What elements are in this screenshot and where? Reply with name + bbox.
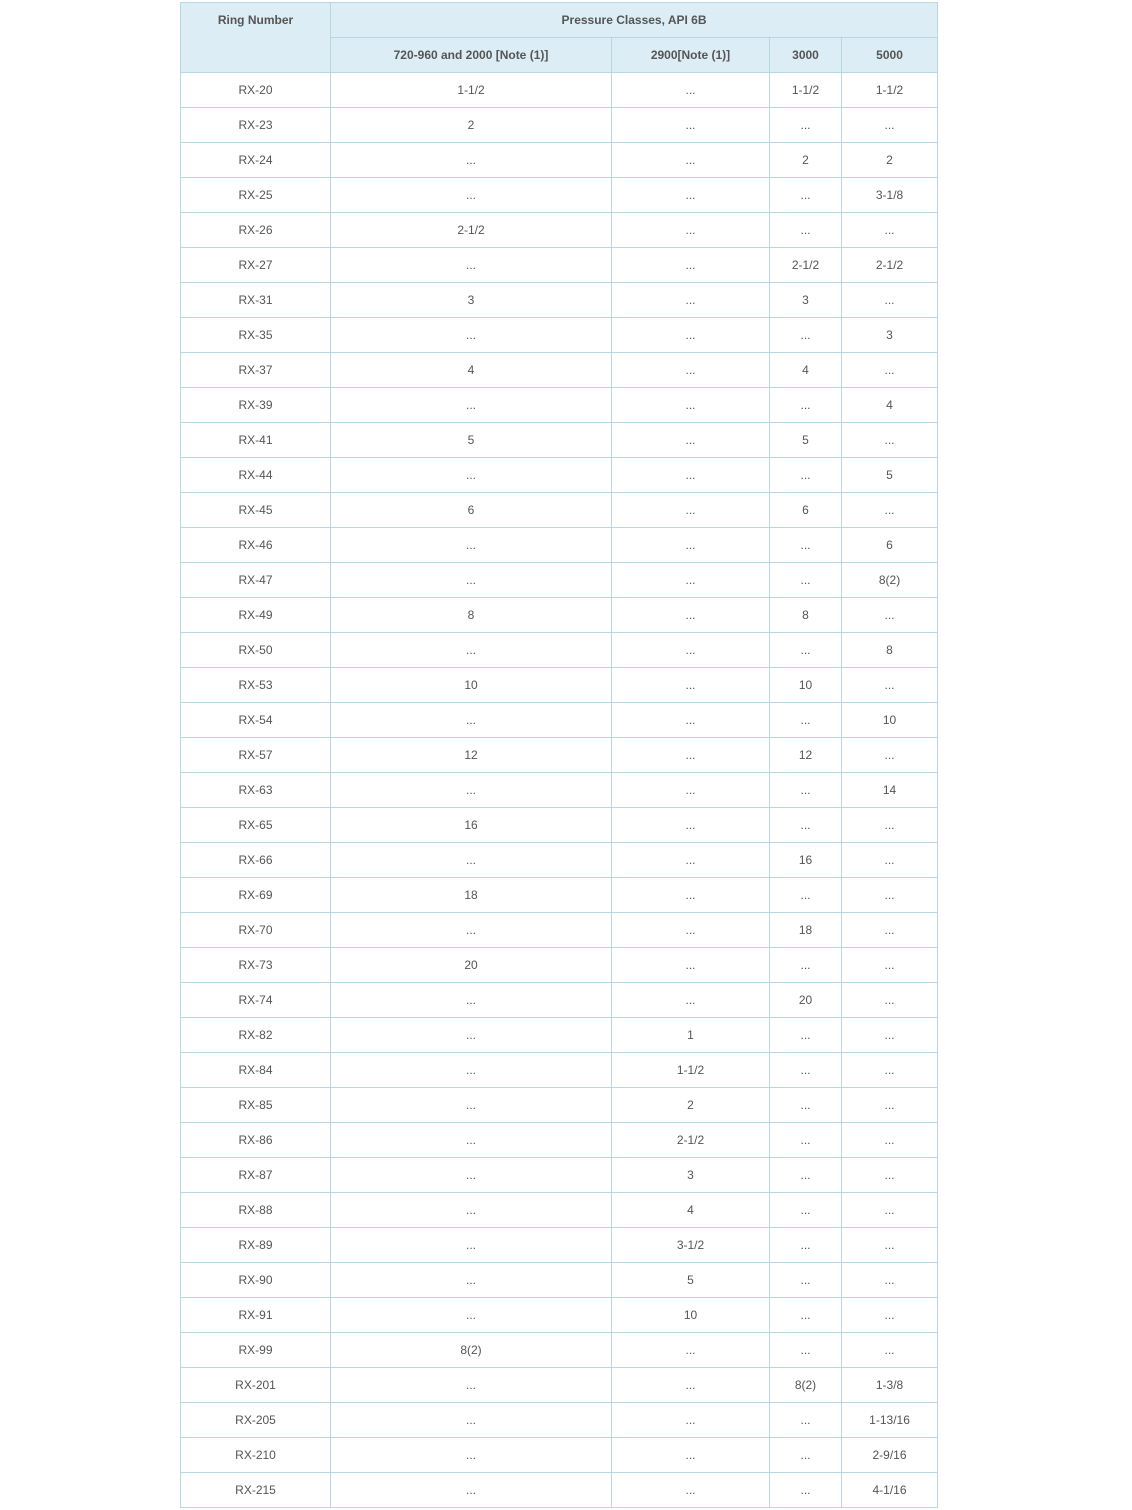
- class-3000-cell: 6: [770, 493, 842, 528]
- class-720-2000-cell: 5: [331, 423, 612, 458]
- ring-number-cell: RX-82: [181, 1018, 331, 1053]
- class-2900-cell: 2-1/2: [612, 1123, 770, 1158]
- table-row: [181, 1403, 938, 1438]
- class-720-2000-cell: 8: [331, 598, 612, 633]
- class-2900-cell: ...: [612, 1333, 770, 1368]
- table-row: [181, 983, 938, 1018]
- class-5000-cell: ...: [842, 1123, 938, 1158]
- class-5000-cell: 2: [842, 143, 938, 178]
- class-720-2000-cell: ...: [331, 1123, 612, 1158]
- ring-number-cell: RX-25: [181, 178, 331, 213]
- class-2900-cell: ...: [612, 878, 770, 913]
- class-720-2000-cell: ...: [331, 773, 612, 808]
- class-720-2000-cell: ...: [331, 1298, 612, 1333]
- table-row: [181, 213, 938, 248]
- class-5000-cell: 4-1/16: [842, 1473, 938, 1508]
- class-720-2000-cell: ...: [331, 1053, 612, 1088]
- class-2900-cell: ...: [612, 598, 770, 633]
- ring-number-cell: RX-88: [181, 1193, 331, 1228]
- class-5000-cell: 6: [842, 528, 938, 563]
- class-720-2000-cell: 1-1/2: [331, 73, 612, 108]
- class-720-2000-cell: ...: [331, 178, 612, 213]
- class-5000-cell: 1-1/2: [842, 73, 938, 108]
- class-3000-cell: ...: [770, 1088, 842, 1123]
- class-2900-cell: ...: [612, 493, 770, 528]
- class-5000-cell: ...: [842, 283, 938, 318]
- class-720-2000-cell: 3: [331, 283, 612, 318]
- table-row: [181, 598, 938, 633]
- class-header-5000: 5000: [842, 38, 938, 73]
- class-5000-cell: 14: [842, 773, 938, 808]
- class-720-2000-cell: ...: [331, 1158, 612, 1193]
- table-row: [181, 388, 938, 423]
- class-2900-cell: ...: [612, 318, 770, 353]
- class-2900-cell: ...: [612, 143, 770, 178]
- ring-number-cell: RX-215: [181, 1473, 331, 1508]
- class-2900-cell: ...: [612, 1473, 770, 1508]
- class-720-2000-cell: ...: [331, 1193, 612, 1228]
- ring-number-cell: RX-54: [181, 703, 331, 738]
- ring-number-cell: RX-35: [181, 318, 331, 353]
- class-5000-cell: 8: [842, 633, 938, 668]
- class-720-2000-cell: ...: [331, 388, 612, 423]
- class-5000-cell: ...: [842, 1018, 938, 1053]
- class-3000-cell: 8(2): [770, 1368, 842, 1403]
- class-2900-cell: ...: [612, 388, 770, 423]
- table-row: [181, 773, 938, 808]
- class-5000-cell: ...: [842, 738, 938, 773]
- ring-number-cell: RX-44: [181, 458, 331, 493]
- class-720-2000-cell: ...: [331, 458, 612, 493]
- table-row: [181, 808, 938, 843]
- class-3000-cell: ...: [770, 1158, 842, 1193]
- class-5000-cell: ...: [842, 493, 938, 528]
- class-5000-cell: 8(2): [842, 563, 938, 598]
- ring-number-cell: RX-50: [181, 633, 331, 668]
- table-row: [181, 1298, 938, 1333]
- class-720-2000-cell: ...: [331, 1438, 612, 1473]
- class-3000-cell: 2: [770, 143, 842, 178]
- class-2900-cell: ...: [612, 178, 770, 213]
- table-row: [181, 1263, 938, 1298]
- class-5000-cell: ...: [842, 1088, 938, 1123]
- class-5000-cell: 1-13/16: [842, 1403, 938, 1438]
- class-720-2000-cell: 2: [331, 108, 612, 143]
- class-3000-cell: 18: [770, 913, 842, 948]
- ring-number-cell: RX-86: [181, 1123, 331, 1158]
- table-row: [181, 633, 938, 668]
- class-720-2000-cell: ...: [331, 1228, 612, 1263]
- class-3000-cell: ...: [770, 1018, 842, 1053]
- table-row: [181, 843, 938, 878]
- class-3000-cell: 3: [770, 283, 842, 318]
- class-2900-cell: ...: [612, 528, 770, 563]
- ring-number-cell: RX-26: [181, 213, 331, 248]
- table-row: [181, 283, 938, 318]
- ring-number-cell: RX-99: [181, 1333, 331, 1368]
- class-720-2000-cell: ...: [331, 1403, 612, 1438]
- class-3000-cell: ...: [770, 528, 842, 563]
- class-5000-cell: ...: [842, 913, 938, 948]
- class-720-2000-cell: 16: [331, 808, 612, 843]
- class-2900-cell: ...: [612, 563, 770, 598]
- ring-number-cell: RX-210: [181, 1438, 331, 1473]
- class-720-2000-cell: ...: [331, 843, 612, 878]
- class-3000-cell: 8: [770, 598, 842, 633]
- class-3000-cell: ...: [770, 388, 842, 423]
- class-5000-cell: ...: [842, 1333, 938, 1368]
- ring-number-cell: RX-89: [181, 1228, 331, 1263]
- class-720-2000-cell: ...: [331, 1263, 612, 1298]
- table-row: [181, 493, 938, 528]
- table-row: [181, 1053, 938, 1088]
- table-row: [181, 1123, 938, 1158]
- class-5000-cell: ...: [842, 808, 938, 843]
- class-2900-cell: 3-1/2: [612, 1228, 770, 1263]
- ring-number-cell: RX-31: [181, 283, 331, 318]
- class-2900-cell: 4: [612, 1193, 770, 1228]
- class-5000-cell: 2-9/16: [842, 1438, 938, 1473]
- table-row: [181, 353, 938, 388]
- ring-number-cell: RX-46: [181, 528, 331, 563]
- ring-number-cell: RX-57: [181, 738, 331, 773]
- class-720-2000-cell: ...: [331, 1088, 612, 1123]
- class-3000-cell: ...: [770, 1123, 842, 1158]
- class-5000-cell: ...: [842, 1263, 938, 1298]
- table-body: [181, 73, 938, 1508]
- ring-number-cell: RX-69: [181, 878, 331, 913]
- class-5000-cell: ...: [842, 1193, 938, 1228]
- class-2900-cell: 3: [612, 1158, 770, 1193]
- table-row: [181, 318, 938, 353]
- class-5000-cell: ...: [842, 1158, 938, 1193]
- ring-number-cell: RX-47: [181, 563, 331, 598]
- class-3000-cell: 2-1/2: [770, 248, 842, 283]
- ring-number-cell: RX-39: [181, 388, 331, 423]
- class-3000-cell: ...: [770, 318, 842, 353]
- table-row: [181, 703, 938, 738]
- class-header-2900: 2900[Note (1)]: [612, 38, 770, 73]
- class-3000-cell: ...: [770, 1193, 842, 1228]
- table-row: [181, 563, 938, 598]
- class-2900-cell: ...: [612, 633, 770, 668]
- class-2900-cell: ...: [612, 213, 770, 248]
- table-row: [181, 423, 938, 458]
- header-row-group: [181, 3, 938, 38]
- table-row: [181, 1228, 938, 1263]
- ring-number-cell: RX-37: [181, 353, 331, 388]
- table-row: [181, 1088, 938, 1123]
- ring-number-cell: RX-66: [181, 843, 331, 878]
- class-5000-cell: ...: [842, 1053, 938, 1088]
- class-3000-cell: 20: [770, 983, 842, 1018]
- class-5000-cell: ...: [842, 668, 938, 703]
- ring-number-cell: RX-41: [181, 423, 331, 458]
- ring-number-cell: RX-87: [181, 1158, 331, 1193]
- class-header-720-2000: 720-960 and 2000 [Note (1)]: [331, 38, 612, 73]
- class-5000-cell: 3-1/8: [842, 178, 938, 213]
- class-720-2000-cell: ...: [331, 1018, 612, 1053]
- class-720-2000-cell: 20: [331, 948, 612, 983]
- class-5000-cell: ...: [842, 878, 938, 913]
- class-3000-cell: ...: [770, 1473, 842, 1508]
- class-5000-cell: ...: [842, 983, 938, 1018]
- ring-number-cell: RX-85: [181, 1088, 331, 1123]
- class-5000-cell: ...: [842, 423, 938, 458]
- class-2900-cell: ...: [612, 353, 770, 388]
- class-2900-cell: ...: [612, 1368, 770, 1403]
- class-2900-cell: 2: [612, 1088, 770, 1123]
- table-row: [181, 738, 938, 773]
- ring-number-cell: RX-27: [181, 248, 331, 283]
- class-720-2000-cell: 4: [331, 353, 612, 388]
- ring-number-cell: RX-53: [181, 668, 331, 703]
- class-5000-cell: 4: [842, 388, 938, 423]
- table-row: [181, 248, 938, 283]
- class-720-2000-cell: ...: [331, 1473, 612, 1508]
- class-720-2000-cell: 8(2): [331, 1333, 612, 1368]
- ring-number-cell: RX-45: [181, 493, 331, 528]
- class-2900-cell: ...: [612, 983, 770, 1018]
- class-720-2000-cell: ...: [331, 1368, 612, 1403]
- table-row: [181, 108, 938, 143]
- class-3000-cell: ...: [770, 1438, 842, 1473]
- class-5000-cell: 5: [842, 458, 938, 493]
- class-720-2000-cell: ...: [331, 983, 612, 1018]
- class-5000-cell: ...: [842, 948, 938, 983]
- class-3000-cell: ...: [770, 1403, 842, 1438]
- table-row: [181, 1193, 938, 1228]
- class-3000-cell: ...: [770, 808, 842, 843]
- class-2900-cell: ...: [612, 843, 770, 878]
- class-720-2000-cell: 10: [331, 668, 612, 703]
- class-5000-cell: ...: [842, 843, 938, 878]
- class-5000-cell: ...: [842, 353, 938, 388]
- class-3000-cell: 12: [770, 738, 842, 773]
- table-row: [181, 1438, 938, 1473]
- class-3000-cell: ...: [770, 108, 842, 143]
- class-5000-cell: ...: [842, 1228, 938, 1263]
- ring-number-cell: RX-73: [181, 948, 331, 983]
- class-2900-cell: ...: [612, 423, 770, 458]
- table-row: [181, 178, 938, 213]
- table-row: [181, 878, 938, 913]
- class-3000-cell: 4: [770, 353, 842, 388]
- class-720-2000-cell: ...: [331, 703, 612, 738]
- class-3000-cell: ...: [770, 1263, 842, 1298]
- class-2900-cell: ...: [612, 248, 770, 283]
- class-720-2000-cell: 6: [331, 493, 612, 528]
- ring-number-cell: RX-70: [181, 913, 331, 948]
- class-2900-cell: ...: [612, 808, 770, 843]
- ring-number-cell: RX-205: [181, 1403, 331, 1438]
- class-3000-cell: 10: [770, 668, 842, 703]
- class-720-2000-cell: ...: [331, 913, 612, 948]
- ring-number-cell: RX-74: [181, 983, 331, 1018]
- class-2900-cell: 1: [612, 1018, 770, 1053]
- table-row: [181, 1333, 938, 1368]
- class-720-2000-cell: 2-1/2: [331, 213, 612, 248]
- class-2900-cell: ...: [612, 1438, 770, 1473]
- ring-number-cell: RX-84: [181, 1053, 331, 1088]
- table-row: [181, 143, 938, 178]
- class-3000-cell: 16: [770, 843, 842, 878]
- table-row: [181, 948, 938, 983]
- class-2900-cell: 5: [612, 1263, 770, 1298]
- pressure-classes-header: Pressure Classes, API 6B: [331, 3, 938, 38]
- class-3000-cell: ...: [770, 563, 842, 598]
- class-720-2000-cell: ...: [331, 563, 612, 598]
- class-2900-cell: ...: [612, 283, 770, 318]
- class-3000-cell: ...: [770, 878, 842, 913]
- table-header: [181, 3, 938, 73]
- class-3000-cell: 5: [770, 423, 842, 458]
- class-720-2000-cell: ...: [331, 248, 612, 283]
- table-row: [181, 1158, 938, 1193]
- ring-table: [180, 2, 938, 1508]
- table-row: [181, 913, 938, 948]
- class-3000-cell: ...: [770, 703, 842, 738]
- table-row: [181, 668, 938, 703]
- class-5000-cell: 10: [842, 703, 938, 738]
- class-3000-cell: ...: [770, 213, 842, 248]
- class-2900-cell: ...: [612, 73, 770, 108]
- class-720-2000-cell: ...: [331, 318, 612, 353]
- ring-number-cell: RX-49: [181, 598, 331, 633]
- table-row: [181, 528, 938, 563]
- class-2900-cell: ...: [612, 668, 770, 703]
- ring-number-cell: RX-91: [181, 1298, 331, 1333]
- class-3000-cell: ...: [770, 1298, 842, 1333]
- class-2900-cell: ...: [612, 108, 770, 143]
- table-row: [181, 1018, 938, 1053]
- class-5000-cell: ...: [842, 1298, 938, 1333]
- table-row: [181, 1473, 938, 1508]
- class-header-3000: 3000: [770, 38, 842, 73]
- class-5000-cell: 1-3/8: [842, 1368, 938, 1403]
- class-5000-cell: 3: [842, 318, 938, 353]
- class-720-2000-cell: ...: [331, 143, 612, 178]
- class-2900-cell: ...: [612, 458, 770, 493]
- class-3000-cell: ...: [770, 1333, 842, 1368]
- class-720-2000-cell: ...: [331, 528, 612, 563]
- table-row: [181, 1368, 938, 1403]
- class-5000-cell: ...: [842, 598, 938, 633]
- class-720-2000-cell: ...: [331, 633, 612, 668]
- class-3000-cell: ...: [770, 633, 842, 668]
- ring-number-header: Ring Number: [181, 3, 331, 73]
- class-3000-cell: ...: [770, 773, 842, 808]
- ring-number-cell: RX-23: [181, 108, 331, 143]
- ring-number-cell: RX-201: [181, 1368, 331, 1403]
- ring-number-cell: RX-20: [181, 73, 331, 108]
- class-2900-cell: ...: [612, 948, 770, 983]
- ring-number-cell: RX-63: [181, 773, 331, 808]
- class-3000-cell: 1-1/2: [770, 73, 842, 108]
- ring-number-cell: RX-24: [181, 143, 331, 178]
- class-3000-cell: ...: [770, 1053, 842, 1088]
- class-5000-cell: ...: [842, 108, 938, 143]
- class-5000-cell: ...: [842, 213, 938, 248]
- class-3000-cell: ...: [770, 178, 842, 213]
- ring-number-cell: RX-90: [181, 1263, 331, 1298]
- class-2900-cell: ...: [612, 703, 770, 738]
- class-2900-cell: ...: [612, 738, 770, 773]
- class-720-2000-cell: 12: [331, 738, 612, 773]
- class-2900-cell: 1-1/2: [612, 1053, 770, 1088]
- class-2900-cell: ...: [612, 773, 770, 808]
- class-2900-cell: ...: [612, 1403, 770, 1438]
- class-3000-cell: ...: [770, 948, 842, 983]
- table-row: [181, 458, 938, 493]
- class-720-2000-cell: 18: [331, 878, 612, 913]
- class-2900-cell: ...: [612, 913, 770, 948]
- table-row: [181, 73, 938, 108]
- class-5000-cell: 2-1/2: [842, 248, 938, 283]
- class-3000-cell: ...: [770, 458, 842, 493]
- class-3000-cell: ...: [770, 1228, 842, 1263]
- ring-number-cell: RX-65: [181, 808, 331, 843]
- class-2900-cell: 10: [612, 1298, 770, 1333]
